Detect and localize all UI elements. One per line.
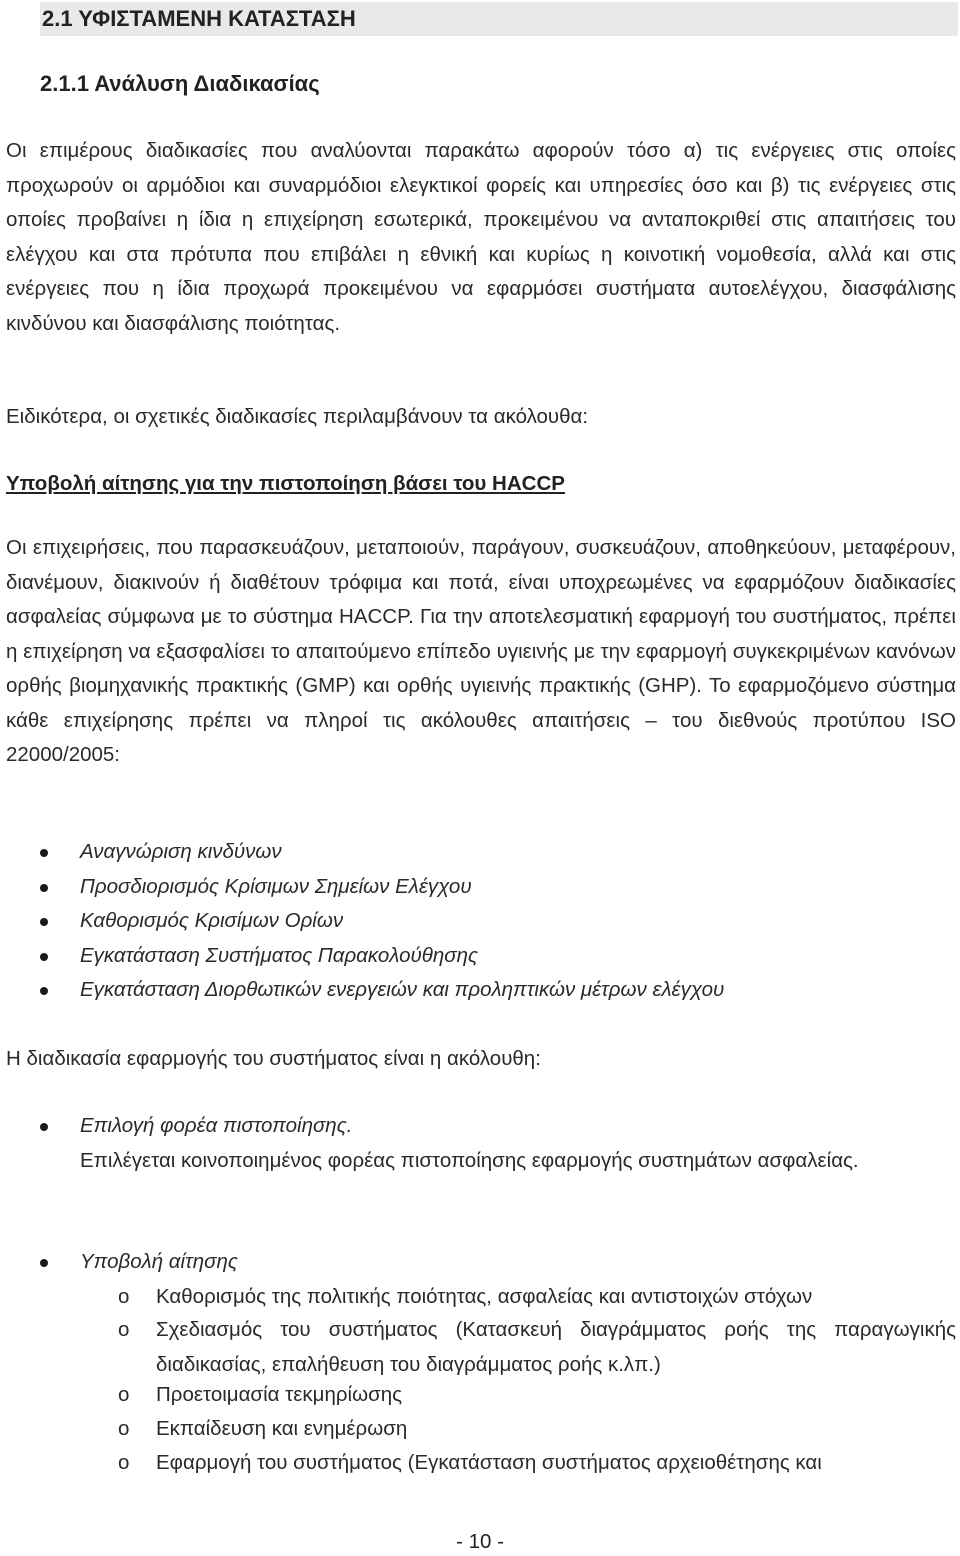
- intro-paragraph: Οι επιμέρους διαδικασίες που αναλύονται παρακάτω αφορούν τόσο α) τις ενέργειες στις οποίες προχωρούν οι αρμόδιοι και συναρμόδιοι ελεγκτικοί φορείς και υπηρεσίες όσο και β) τις ενέργειες στις οποίες προβαίνει η ίδια η επιχείρηση εσωτερικά, προκειμένου να ανταποκριθεί στις απαιτήσεις του ελέγχου και στα πρότυπα που επιβάλει η εθνική και κυρίως η κοινοτική νομοθεσία, αλλά και στις ενέργειες που η ίδια προχωρά προκειμένου να εφαρμόσει συστήματα αυτοελέγχου, διασφάλισης κινδύνου και διασφάλισης ποιότητας.: [6, 139, 956, 335]
- circle-bullet-icon: o: [118, 1417, 130, 1440]
- list-item: Εγκατάσταση Διορθωτικών ενεργειών και προληπτικών μέτρων ελέγχου: [0, 973, 960, 1008]
- bullet-icon: [40, 1259, 48, 1267]
- bullet-icon: [40, 884, 48, 892]
- haccp-paragraph: Οι επιχειρήσεις, που παρασκευάζουν, μεταποιούν, παράγουν, συσκευάζουν, αποθηκεύουν, μεταφέρουν, διανέμουν, διακινούν ή διαθέτουν τρόφιμα και ποτά, είναι υποχρεωμένες να εφαρμόζουν διαδικασίες ασφαλείας σύμφωνα με το σύστημα HACCP. Για την αποτελεσματική εφαρμογή του συστήματος, πρέπει η επιχείρηση να εξασφαλίσει το απαιτούμενο επίπεδο υγιεινής με την εφαρμογή συγκεκριμένων κανόνων ορθής βιομηχανικής πρακτικής (GMP) και ορθής υγιεινής πρακτικής (GHP). Το εφαρμοζόμενο σύστημα κάθε επιχείρησης πρέπει να πληροί τις ακόλουθες απαιτήσεις – του διεθνούς προτύπου ISO 22000/2005:: [6, 536, 956, 766]
- haccp-section-title: Υποβολή αίτησης για την πιστοποίηση βάσει του HACCP: [6, 472, 565, 495]
- step-1-description: Επιλέγεται κοινοποιημένος φορέας πιστοποίησης εφαρμογής συστημάτων ασφαλείας.: [80, 1149, 859, 1172]
- specific-procedures-paragraph: Ειδικότερα, οι σχετικές διαδικασίες περιλαμβάνουν τα ακόλουθα:: [6, 405, 589, 428]
- circle-bullet-icon: o: [118, 1285, 130, 1308]
- bullet-icon: [40, 987, 48, 995]
- list-item: Προσδιορισμός Κρίσιμων Σημείων Ελέγχου: [0, 870, 960, 905]
- bullet-icon: [40, 1123, 48, 1131]
- circle-bullet-icon: o: [118, 1318, 130, 1341]
- bullet-icon: [40, 849, 48, 857]
- circle-bullet-icon: o: [118, 1451, 130, 1474]
- list-item: Εγκατάσταση Συστήματος Παρακολούθησης: [0, 939, 960, 974]
- page-number: - 10 -: [456, 1530, 504, 1553]
- section-heading-2-1: 2.1 ΥΦΙΣΤΑΜΕΝΗ ΚΑΤΑΣΤΑΣΗ: [40, 2, 958, 36]
- subsection-heading-2-1-1: 2.1.1 Ανάλυση Διαδικασίας: [40, 71, 320, 96]
- list-item: Επιλογή φορέα πιστοποίησης.: [0, 1109, 960, 1144]
- bullet-icon: [40, 918, 48, 926]
- procedure-intro-paragraph: Η διαδικασία εφαρμογής του συστήματος είναι η ακόλουθη:: [6, 1047, 541, 1070]
- step-1: [0, 1109, 960, 1144]
- list-item: Καθορισμός Κρισίμων Ορίων: [0, 904, 960, 939]
- list-item: Αναγνώριση κινδύνων: [0, 835, 960, 870]
- list-item: Υποβολή αίτησης: [0, 1245, 960, 1280]
- requirements-list: [0, 835, 960, 1008]
- circle-bullet-icon: o: [118, 1383, 130, 1406]
- bullet-icon: [40, 953, 48, 961]
- step-2: [0, 1245, 960, 1280]
